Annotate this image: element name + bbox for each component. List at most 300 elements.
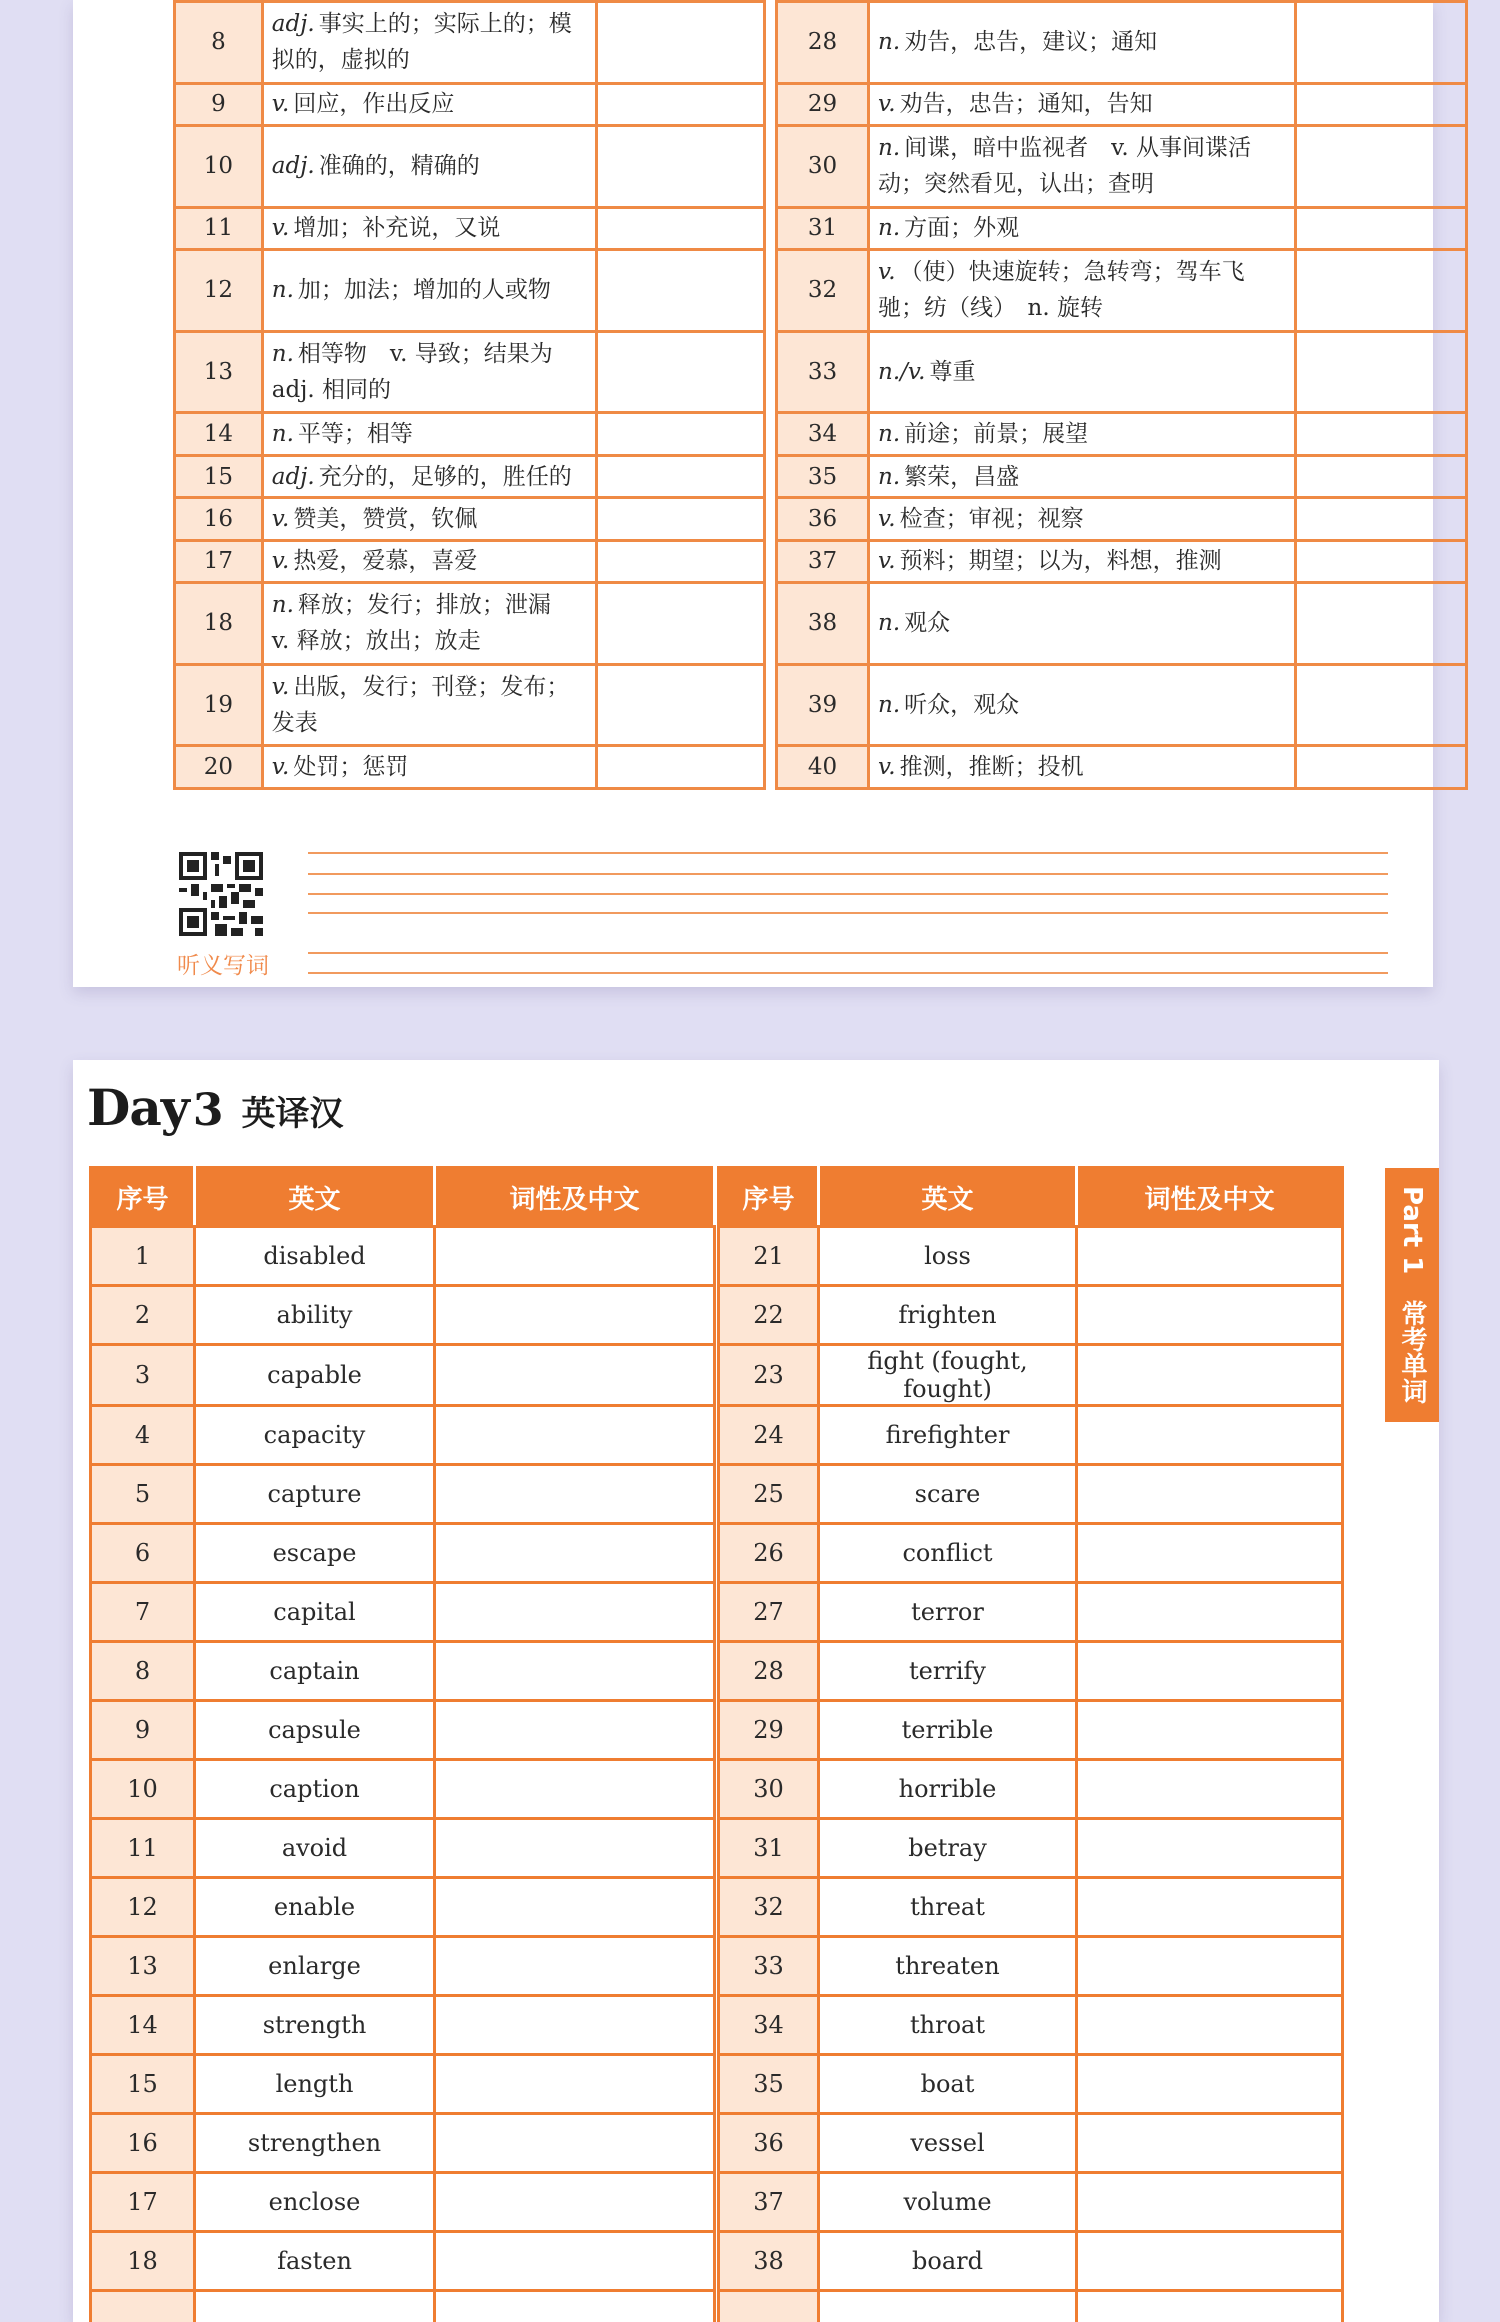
- table-row: [91, 1937, 1343, 1996]
- answer-cell[interactable]: [1077, 1227, 1343, 1286]
- row-number: 12: [175, 250, 263, 332]
- table-row: [175, 664, 1467, 746]
- table-row: [175, 83, 1467, 125]
- meaning-text: （使）快速旋转；急转弯；驾车飞驰；纺（线） n. 旋转: [878, 259, 1245, 322]
- answer-cell[interactable]: [435, 1996, 715, 2055]
- answer-cell[interactable]: [435, 1937, 715, 1996]
- row-number: 37: [719, 2173, 819, 2232]
- table-row: [91, 1524, 1343, 1583]
- part-of-speech: adj.: [271, 153, 315, 180]
- meaning-text: 准确的，精确的: [318, 153, 480, 180]
- answer-cell[interactable]: [1077, 2291, 1343, 2322]
- answer-cell[interactable]: [435, 2232, 715, 2291]
- writing-line: [308, 952, 1388, 954]
- meaning-cell: [869, 207, 1295, 249]
- part-of-speech: n.: [878, 215, 901, 242]
- writing-line: [308, 873, 1388, 875]
- table-row: [175, 455, 1467, 497]
- row-number: 17: [91, 2173, 195, 2232]
- table-row: [91, 1583, 1343, 1642]
- part-of-speech: n.: [878, 135, 901, 162]
- english-word: capacity: [195, 1406, 435, 1465]
- part-of-speech: n.: [878, 421, 901, 448]
- part-of-speech: n.: [271, 421, 294, 448]
- part-of-speech: v.: [878, 91, 896, 118]
- table-row: [91, 1878, 1343, 1937]
- table-row: [175, 746, 1467, 789]
- english-word: terrible: [819, 1701, 1077, 1760]
- meaning-cell: [869, 746, 1295, 789]
- answer-cell[interactable]: [435, 1701, 715, 1760]
- meaning-text: 赞美，赞赏，钦佩: [293, 505, 478, 532]
- part-of-speech: n.: [878, 610, 901, 637]
- row-number: 14: [91, 1996, 195, 2055]
- answer-cell[interactable]: [435, 1878, 715, 1937]
- meaning-text: 劝告，忠告，建议；通知: [904, 29, 1158, 56]
- answer-cell[interactable]: [1295, 746, 1466, 789]
- qr-label: 听义写词: [177, 953, 269, 979]
- meaning-text: 前途；前景；展望: [904, 421, 1089, 448]
- column-gap: [764, 2, 777, 84]
- column-gap: [764, 746, 777, 789]
- answer-cell[interactable]: [1295, 540, 1466, 582]
- row-number: 22: [719, 1286, 819, 1345]
- writing-line: [308, 852, 1388, 854]
- answer-cell[interactable]: [1295, 583, 1466, 665]
- row-number: 26: [719, 1524, 819, 1583]
- row-number: 4: [91, 1406, 195, 1465]
- meaning-cell: [869, 250, 1295, 332]
- worksheet-page-top: [73, 0, 1433, 987]
- column-gap: [764, 250, 777, 332]
- header-meaning: 词性及中文: [1077, 1168, 1343, 1227]
- row-number: 16: [175, 498, 263, 540]
- row-number: 18: [91, 2232, 195, 2291]
- meaning-cell: [869, 455, 1295, 497]
- row-number: 39: [777, 664, 869, 746]
- row-number: 15: [175, 455, 263, 497]
- english-word: strength: [195, 1996, 435, 2055]
- meaning-cell: [262, 331, 596, 413]
- english-word: [195, 2291, 435, 2322]
- answer-cell[interactable]: [597, 2, 764, 84]
- row-number: 16: [91, 2114, 195, 2173]
- answer-cell[interactable]: [1295, 413, 1466, 455]
- meaning-text: 预料；期望；以为，料想，推测: [899, 548, 1222, 575]
- meaning-cell: [869, 331, 1295, 413]
- row-number: 30: [777, 126, 869, 208]
- english-word: fasten: [195, 2232, 435, 2291]
- worksheet-page-day3: [73, 1060, 1439, 2322]
- vocab-table: [89, 1166, 1341, 2322]
- row-number: 31: [777, 207, 869, 249]
- row-number: [91, 2291, 195, 2322]
- header-word: 英文: [819, 1168, 1077, 1227]
- row-number: 8: [91, 1642, 195, 1701]
- meaning-cell: [262, 540, 596, 582]
- english-word: terrify: [819, 1642, 1077, 1701]
- table-row: [175, 2, 1467, 84]
- table-row: [175, 413, 1467, 455]
- row-number: 36: [719, 2114, 819, 2173]
- answer-cell[interactable]: [1077, 2173, 1343, 2232]
- meaning-cell: [869, 498, 1295, 540]
- row-number: 11: [175, 207, 263, 249]
- answer-cell[interactable]: [597, 413, 764, 455]
- day-subtitle: 英译汉: [241, 1094, 344, 1134]
- answer-cell[interactable]: [1295, 331, 1466, 413]
- part-of-speech: n.: [878, 692, 901, 719]
- answer-cell[interactable]: [1077, 1701, 1343, 1760]
- row-number: 10: [175, 126, 263, 208]
- english-word: horrible: [819, 1760, 1077, 1819]
- meaning-text: 回应，作出反应: [293, 91, 455, 118]
- row-number: 35: [719, 2055, 819, 2114]
- answer-cell[interactable]: [1295, 250, 1466, 332]
- part-of-speech: v.: [878, 505, 896, 532]
- column-gap: [764, 455, 777, 497]
- day-word: Day: [87, 1078, 189, 1137]
- answer-cell[interactable]: [435, 1465, 715, 1524]
- english-word: caption: [195, 1760, 435, 1819]
- english-word: throat: [819, 1996, 1077, 2055]
- row-number: 27: [719, 1583, 819, 1642]
- meaning-text: 相等物 v. 导致；结果为 adj. 相同的: [271, 341, 576, 404]
- part-of-speech: n.: [878, 463, 901, 490]
- column-gap: [764, 83, 777, 125]
- answer-cell[interactable]: [435, 1760, 715, 1819]
- row-number: 8: [175, 2, 263, 84]
- answer-cell[interactable]: [597, 583, 764, 665]
- answer-cell[interactable]: [435, 1227, 715, 1286]
- english-word: [819, 2291, 1077, 2322]
- row-number: 6: [91, 1524, 195, 1583]
- day-number: 3: [192, 1085, 224, 1136]
- row-number: 34: [777, 413, 869, 455]
- table-row: [175, 540, 1467, 582]
- english-word: scare: [819, 1465, 1077, 1524]
- column-gap: [764, 413, 777, 455]
- writing-line: [308, 912, 1388, 914]
- english-word: threat: [819, 1878, 1077, 1937]
- table-header-row: [91, 1168, 1343, 1227]
- answer-cell[interactable]: [435, 1583, 715, 1642]
- table-row: [91, 2114, 1343, 2173]
- answer-cell[interactable]: [1295, 498, 1466, 540]
- table-row: [91, 1760, 1343, 1819]
- meaning-text: 加；加法；增加的人或物: [297, 277, 551, 304]
- row-number: 28: [777, 2, 869, 84]
- meaning-cell: [262, 207, 596, 249]
- row-number: 20: [175, 746, 263, 789]
- table-row: [175, 583, 1467, 665]
- answer-cell[interactable]: [1077, 1819, 1343, 1878]
- table-row: [175, 126, 1467, 208]
- meaning-cell: [869, 664, 1295, 746]
- answer-cell[interactable]: [597, 250, 764, 332]
- table-row: [91, 2232, 1343, 2291]
- row-number: 29: [777, 83, 869, 125]
- answer-cell[interactable]: [435, 2055, 715, 2114]
- row-number: [719, 2291, 819, 2322]
- answer-cell[interactable]: [1077, 2232, 1343, 2291]
- table-row: [91, 2173, 1343, 2232]
- answer-cell[interactable]: [1077, 2114, 1343, 2173]
- answer-cell[interactable]: [435, 2114, 715, 2173]
- answer-cell[interactable]: [597, 207, 764, 249]
- answer-cell[interactable]: [435, 2291, 715, 2322]
- row-number: 40: [777, 746, 869, 789]
- writing-line: [308, 972, 1388, 974]
- column-gap: [764, 540, 777, 582]
- english-word: escape: [195, 1524, 435, 1583]
- row-number: 33: [719, 1937, 819, 1996]
- meaning-text: 事实上的；实际上的；模拟的，虚拟的: [271, 11, 572, 74]
- row-number: 17: [175, 540, 263, 582]
- part-of-speech: n.: [271, 592, 294, 619]
- header-word: 英文: [195, 1168, 435, 1227]
- table-row: [91, 2291, 1343, 2322]
- answer-cell[interactable]: [1077, 1878, 1343, 1937]
- english-word: fight (fought, fought): [819, 1345, 1077, 1406]
- english-word: capsule: [195, 1701, 435, 1760]
- row-number: 10: [91, 1760, 195, 1819]
- meaning-text: 检查；审视；视察: [899, 505, 1084, 532]
- english-word: firefighter: [819, 1406, 1077, 1465]
- table-row: [91, 1996, 1343, 2055]
- table-row: [91, 1642, 1343, 1701]
- answer-cell[interactable]: [1077, 1406, 1343, 1465]
- answer-cell[interactable]: [1077, 1286, 1343, 1345]
- part-of-speech: adj.: [271, 11, 315, 38]
- header-num: 序号: [91, 1168, 195, 1227]
- row-number: 31: [719, 1819, 819, 1878]
- part-of-speech: v.: [271, 505, 290, 532]
- row-number: 25: [719, 1465, 819, 1524]
- row-number: 32: [777, 250, 869, 332]
- table-row: [91, 1227, 1343, 1286]
- english-word: length: [195, 2055, 435, 2114]
- row-number: 7: [91, 1583, 195, 1642]
- row-number: 23: [719, 1345, 819, 1406]
- meaning-cell: [869, 2, 1295, 84]
- answer-cell[interactable]: [435, 1524, 715, 1583]
- meaning-cell: [262, 498, 596, 540]
- row-number: 35: [777, 455, 869, 497]
- english-word: conflict: [819, 1524, 1077, 1583]
- column-gap: [764, 331, 777, 413]
- answer-cell[interactable]: [435, 1406, 715, 1465]
- answer-cell[interactable]: [597, 746, 764, 789]
- meaning-cell: [869, 83, 1295, 125]
- meaning-cell: [869, 540, 1295, 582]
- answer-cell[interactable]: [1077, 2055, 1343, 2114]
- row-number: 37: [777, 540, 869, 582]
- answer-cell[interactable]: [435, 1819, 715, 1878]
- meaning-text: 增加；补充说，又说: [293, 215, 501, 242]
- row-number: 14: [175, 413, 263, 455]
- english-word: vessel: [819, 2114, 1077, 2173]
- meaning-text: 平等；相等: [297, 421, 413, 448]
- english-word: enclose: [195, 2173, 435, 2232]
- answer-cell[interactable]: [1077, 1583, 1343, 1642]
- answer-cell[interactable]: [1077, 1996, 1343, 2055]
- meaning-cell: [262, 83, 596, 125]
- row-number: 12: [91, 1878, 195, 1937]
- row-number: 33: [777, 331, 869, 413]
- english-word: disabled: [195, 1227, 435, 1286]
- table-row: [91, 1701, 1343, 1760]
- row-number: 19: [175, 664, 263, 746]
- row-number: 1: [91, 1227, 195, 1286]
- english-word: enable: [195, 1878, 435, 1937]
- meaning-cell: [869, 413, 1295, 455]
- answer-cell[interactable]: [597, 126, 764, 208]
- answer-cell[interactable]: [1295, 207, 1466, 249]
- english-word: loss: [819, 1227, 1077, 1286]
- english-word: terror: [819, 1583, 1077, 1642]
- answer-cell[interactable]: [1077, 1760, 1343, 1819]
- qr-code-icon[interactable]: [179, 852, 263, 936]
- english-word: captain: [195, 1642, 435, 1701]
- table-row: [91, 1345, 1343, 1406]
- row-number: 30: [719, 1760, 819, 1819]
- answer-cell[interactable]: [597, 331, 764, 413]
- answer-cell[interactable]: [597, 540, 764, 582]
- row-number: 11: [91, 1819, 195, 1878]
- meaning-text: 推测，推断；投机: [899, 754, 1084, 781]
- part-of-speech: n.: [271, 277, 294, 304]
- table-row: [91, 1465, 1343, 1524]
- answer-cell[interactable]: [1077, 1642, 1343, 1701]
- part-of-speech: v.: [878, 754, 896, 781]
- part-of-speech: v.: [271, 548, 290, 575]
- row-number: 34: [719, 1996, 819, 2055]
- table-row: [91, 1819, 1343, 1878]
- answer-cell[interactable]: [1295, 455, 1466, 497]
- writing-line: [308, 893, 1388, 895]
- part-of-speech: n./v.: [878, 359, 926, 386]
- row-number: 38: [719, 2232, 819, 2291]
- english-word: frighten: [819, 1286, 1077, 1345]
- meaning-text: 充分的，足够的，胜任的: [318, 463, 572, 490]
- meaning-text: 处罚；惩罚: [293, 754, 409, 781]
- english-word: betray: [819, 1819, 1077, 1878]
- meaning-cell: [262, 2, 596, 84]
- meaning-text: 劝告，忠告；通知，告知: [899, 91, 1153, 118]
- header-num: 序号: [719, 1168, 819, 1227]
- meaning-cell: [262, 126, 596, 208]
- row-number: 15: [91, 2055, 195, 2114]
- answer-cell[interactable]: [435, 1345, 715, 1406]
- part-of-speech: v.: [271, 91, 290, 118]
- answer-cell[interactable]: [1295, 83, 1466, 125]
- meaning-cell: [262, 583, 596, 665]
- answer-cell[interactable]: [597, 83, 764, 125]
- meaning-cell: [262, 413, 596, 455]
- part-of-speech: n.: [271, 341, 294, 368]
- answer-cell[interactable]: [1077, 1937, 1343, 1996]
- meaning-cell: [869, 583, 1295, 665]
- answer-cell[interactable]: [435, 2173, 715, 2232]
- row-number: 29: [719, 1701, 819, 1760]
- row-number: 36: [777, 498, 869, 540]
- answer-cell[interactable]: [1077, 1524, 1343, 1583]
- meaning-text: 出版，发行；刊登；发布；发表: [271, 674, 570, 737]
- meaning-cell: [262, 664, 596, 746]
- meaning-cell: [262, 250, 596, 332]
- english-word: strengthen: [195, 2114, 435, 2173]
- table-row: [175, 207, 1467, 249]
- part-of-speech: v.: [878, 548, 896, 575]
- row-number: 24: [719, 1406, 819, 1465]
- answer-cell[interactable]: [1295, 126, 1466, 208]
- meaning-text: 听众，观众: [904, 692, 1020, 719]
- part-of-speech: v.: [271, 674, 290, 701]
- part-of-speech: adj.: [271, 463, 315, 490]
- column-gap: [764, 583, 777, 665]
- row-number: 21: [719, 1227, 819, 1286]
- english-word: enlarge: [195, 1937, 435, 1996]
- column-gap: [764, 207, 777, 249]
- row-number: 9: [175, 83, 263, 125]
- row-number: 2: [91, 1286, 195, 1345]
- answer-cell[interactable]: [1077, 1465, 1343, 1524]
- meaning-text: 观众: [904, 610, 951, 637]
- english-word: threaten: [819, 1937, 1077, 1996]
- table-row: [91, 2055, 1343, 2114]
- answer-cell[interactable]: [597, 455, 764, 497]
- meaning-cell: [869, 126, 1295, 208]
- english-word: boat: [819, 2055, 1077, 2114]
- answer-cell[interactable]: [1295, 664, 1466, 746]
- meaning-cell: [262, 746, 596, 789]
- meaning-text: 释放；发行；排放；泄漏 v. 释放；放出；放走: [271, 592, 574, 655]
- column-gap: [764, 664, 777, 746]
- answer-cell[interactable]: [597, 498, 764, 540]
- part-side-tab[interactable]: Part 1 常考单词: [1385, 1168, 1439, 1422]
- table-row: [91, 1286, 1343, 1345]
- part-of-speech: n.: [878, 29, 901, 56]
- answer-cell[interactable]: [435, 1286, 715, 1345]
- row-number: 28: [719, 1642, 819, 1701]
- answer-cell[interactable]: [1077, 1345, 1343, 1406]
- english-word: avoid: [195, 1819, 435, 1878]
- row-number: 38: [777, 583, 869, 665]
- table-row: [175, 250, 1467, 332]
- row-number: 18: [175, 583, 263, 665]
- header-meaning: 词性及中文: [435, 1168, 715, 1227]
- row-number: 3: [91, 1345, 195, 1406]
- meaning-text: 方面；外观: [904, 215, 1020, 242]
- table-row: [91, 1406, 1343, 1465]
- column-gap: [764, 498, 777, 540]
- answer-cell[interactable]: [1295, 2, 1466, 84]
- english-word: volume: [819, 2173, 1077, 2232]
- row-number: 13: [175, 331, 263, 413]
- table-row: [175, 331, 1467, 413]
- answer-cell[interactable]: [597, 664, 764, 746]
- row-number: 5: [91, 1465, 195, 1524]
- meaning-text: 繁荣，昌盛: [904, 463, 1020, 490]
- english-word: capital: [195, 1583, 435, 1642]
- meaning-table: [173, 0, 1468, 790]
- answer-cell[interactable]: [435, 1642, 715, 1701]
- row-number: 32: [719, 1878, 819, 1937]
- english-word: capture: [195, 1465, 435, 1524]
- table-row: [175, 498, 1467, 540]
- column-gap: [764, 126, 777, 208]
